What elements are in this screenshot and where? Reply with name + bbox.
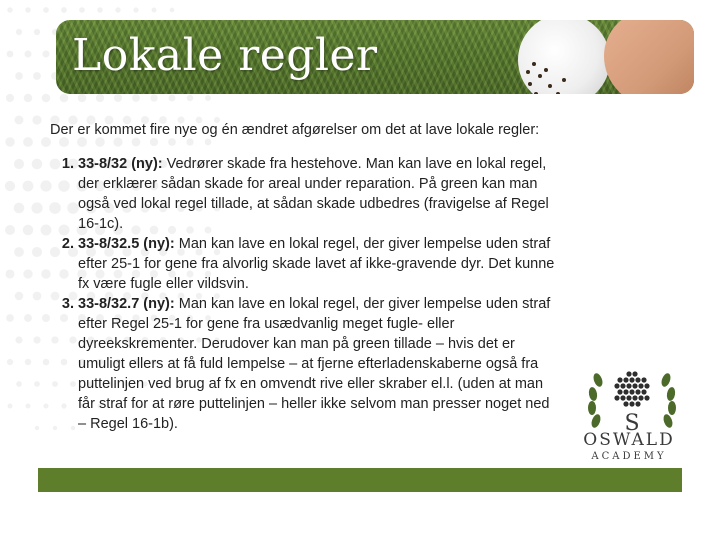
rule-text: Vedrører skade fra hestehove. Man kan lave en lokal regel, der erklærer sådan skade for areal under reparation. På green kan man også ved lokal regel tillade, at sådan skade udbedres (fravigelse af Regel 16-1c). — [78, 156, 549, 232]
rule-text: Man kan lave en lokal regel, der giver lempelse uden straf efter 25-1 for gene fra alvorlig skade lavet af ikke-gravende dyr. Det kunne fx være fugle eller vildsvin. — [78, 236, 555, 292]
logo-name: OSWALD — [583, 430, 675, 450]
intro-text: Der er kommet fire nye og én ændret afgørelser om det at lave lokale regler: — [50, 122, 540, 138]
rule-id: 33-8/32 (ny): — [78, 156, 163, 172]
list-item — [78, 154, 560, 234]
list-item — [78, 294, 560, 434]
slide-body — [50, 120, 560, 434]
list-item — [78, 234, 560, 294]
golf-ball-icon — [614, 371, 649, 406]
rule-id: 33-8/32.5 (ny): — [78, 236, 175, 252]
finger-image — [604, 20, 694, 94]
logo-monogram: S — [624, 411, 640, 436]
rule-list — [50, 154, 560, 434]
page-title: Lokale regler — [72, 30, 378, 81]
rule-text: Man kan lave en lokal regel, der giver lempelse uden straf efter Regel 25-1 for gene fra usædvanlig meget fugle- eller dyreekskrementer. Derudover kan man på green tillade – hvis det er umuligt ellers at få fuld lempelse – at fjerne efterladenskaberne også fra puttelinjen ved brug af fx en omvendt rive eller skraber el.l. (uden at man får straf for at røre puttelinjen – heller ikke selvom man presser noget ned – Regel 16-1b). — [78, 296, 551, 432]
footer-bar — [38, 468, 682, 492]
header-banner — [56, 20, 694, 94]
rule-id: 33-8/32.7 (ny): — [78, 296, 175, 312]
golf-ball-image — [518, 20, 610, 94]
logo-subtitle: ACADEMY — [591, 451, 667, 462]
